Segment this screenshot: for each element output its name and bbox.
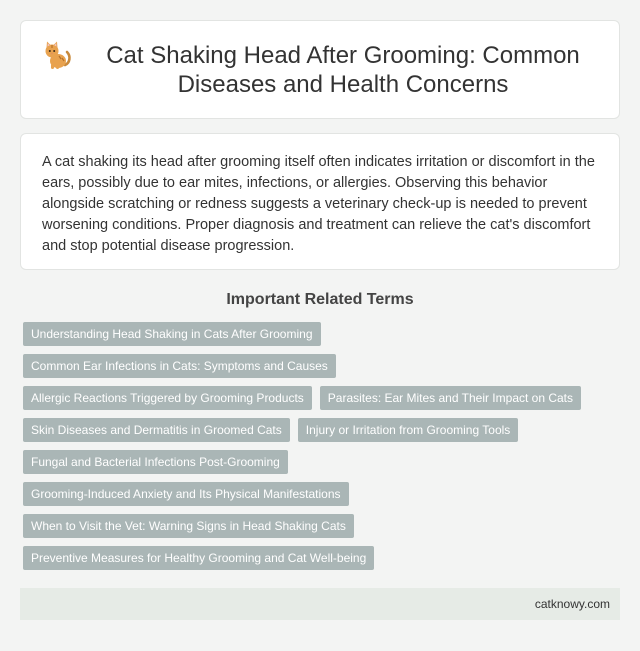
term-tag[interactable]: Preventive Measures for Healthy Grooming and Cat Well-being	[23, 546, 374, 570]
title-card	[20, 20, 620, 119]
term-tag[interactable]: Fungal and Bacterial Infections Post-Grooming	[23, 450, 288, 474]
term-tag[interactable]: Understanding Head Shaking in Cats After Grooming	[23, 322, 321, 346]
term-tag[interactable]: Skin Diseases and Dermatitis in Groomed Cats	[23, 418, 290, 442]
term-tag[interactable]: Common Ear Infections in Cats: Symptoms and Causes	[23, 354, 336, 378]
term-tag[interactable]: Parasites: Ear Mites and Their Impact on Cats	[320, 386, 581, 410]
summary-text: A cat shaking its head after grooming itself often indicates irritation or discomfort in the ears, possibly due to ear mites, infections, or allergies. Observing this behavior alongside scratching or redness suggests a veterinary check-up is needed to prevent worsening conditions. Proper diagnosis and treatment can relieve the cat's discomfort and stop potential disease progression.	[42, 154, 595, 254]
title-row	[41, 41, 599, 99]
term-tag[interactable]: When to Visit the Vet: Warning Signs in Head Shaking Cats	[23, 514, 354, 538]
summary-card	[20, 133, 620, 270]
term-tag[interactable]: Grooming-Induced Anxiety and Its Physical Manifestations	[23, 482, 349, 506]
page-title: Cat Shaking Head After Grooming: Common Diseases and Health Concerns	[106, 41, 580, 98]
footer	[20, 588, 620, 620]
related-terms-heading: Important Related Terms	[226, 291, 414, 308]
term-tag[interactable]: Allergic Reactions Triggered by Grooming Products	[23, 386, 312, 410]
term-tag[interactable]: Injury or Irritation from Grooming Tools	[298, 418, 519, 442]
cat-icon	[41, 39, 73, 71]
related-terms-list	[20, 322, 600, 578]
footer-site-link[interactable]: catknowy.com	[534, 597, 610, 611]
